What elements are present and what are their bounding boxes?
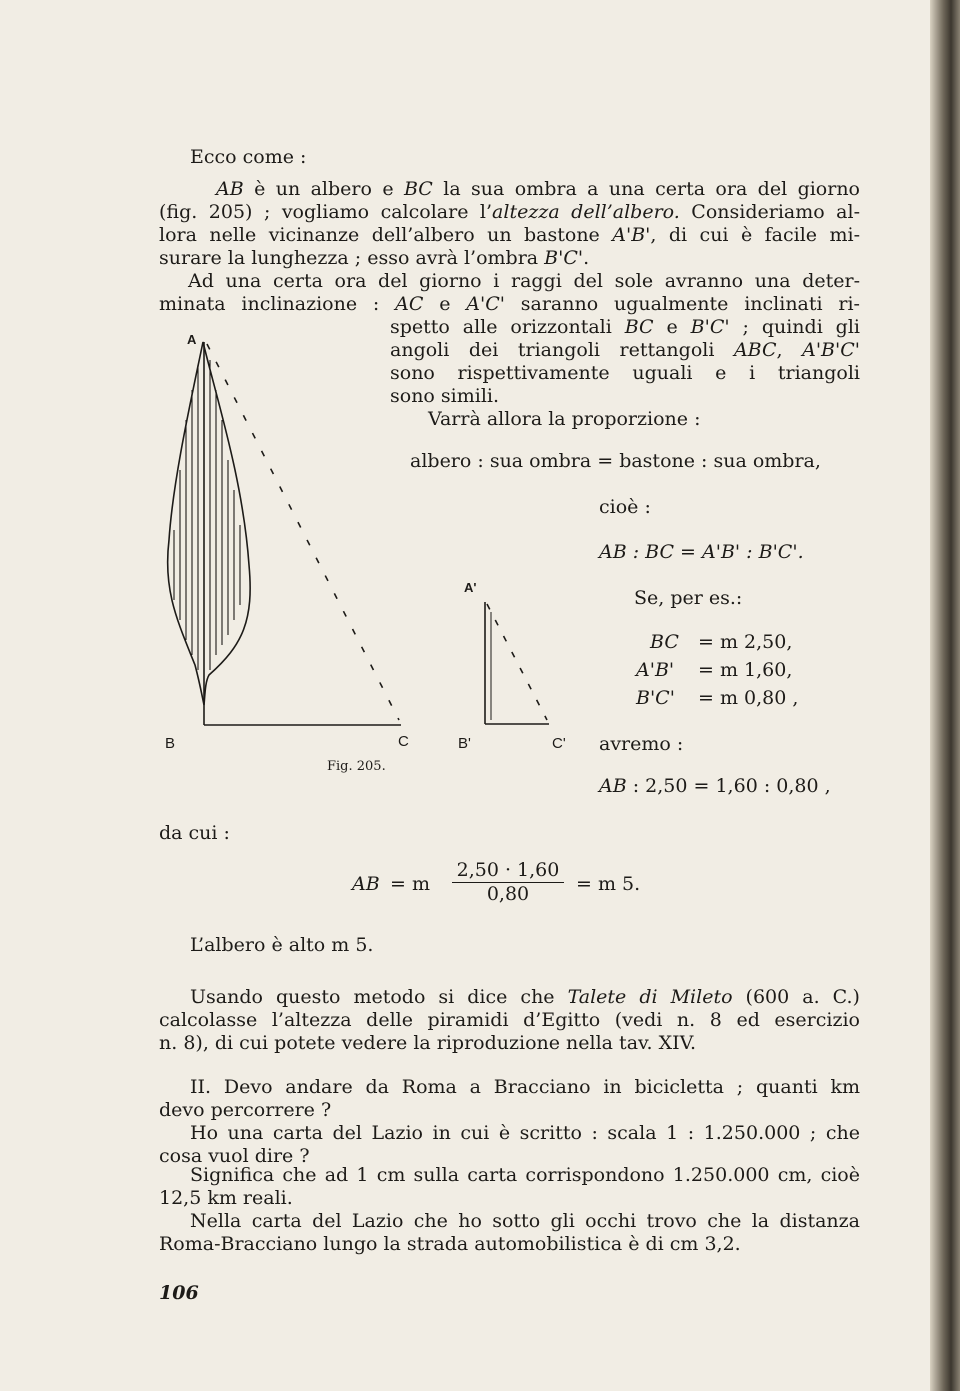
page-edge <box>930 0 960 1391</box>
equation-2-eq: = m <box>390 873 430 895</box>
value-label-a1b1: A'B' <box>636 659 675 681</box>
section-2-line-7: Nella carta del Lazio che ho sotto gli occhi trovo che la distanza <box>190 1210 860 1232</box>
section-2-line-8: Roma-Bracciano lungo la strada automobilistica è di cm 3,2. <box>159 1233 741 1255</box>
value-label-b1c1: B'C' <box>636 687 675 709</box>
fraction-numerator: 2,50 · 1,60 <box>456 859 560 881</box>
value-eq-bc: = m 2,50, <box>698 631 793 653</box>
paragraph-3-line-3: n. 8), di cui potete vedere la riproduzione nella tav. XIV. <box>159 1032 697 1054</box>
equation-2-result: = m 5. <box>576 873 641 895</box>
line-ac-ray <box>207 344 399 720</box>
fraction-denominator: 0,80 <box>452 882 564 906</box>
section-2-line-1: II. Devo andare da Roma a Bracciano in bicicletta ; quanti km <box>190 1076 860 1098</box>
label-a: A <box>187 332 197 347</box>
paragraph-1-line-4: surare la lunghezza ; esso avrà l’ombra B'C'. <box>159 247 590 269</box>
figure-caption: Fig. 205. <box>327 759 386 774</box>
label-c: C <box>398 733 409 750</box>
paragraph-2-line-4: angoli dei triangoli rettangoli ABC, A'B'C' <box>390 339 860 361</box>
line-a1c1-ray <box>487 604 547 720</box>
label-a-prime: A' <box>464 580 477 595</box>
section-2-line-5: Significa che ad 1 cm sulla carta corrispondono 1.250.000 cm, cioè <box>190 1164 860 1186</box>
label-b: B <box>165 735 176 752</box>
paragraph-2-line-2: minata inclinazione : AC e A'C' saranno ugualmente inclinati ri- <box>159 293 860 315</box>
paragraph-3-line-2: calcolasse l’altezza delle piramidi d’Egitto (vedi n. 8 ed esercizio <box>159 1009 860 1031</box>
paragraph-1-line-1: AB è un albero e BC la sua ombra a una certa ora del giorno <box>216 178 861 200</box>
section-2-line-2: devo percorrere ? <box>159 1099 332 1121</box>
paragraph-1-line-2: (fig. 205) ; vogliamo calcolare l’altezza dell’albero. Consideriamo al- <box>159 201 860 223</box>
proportion-intro: Varrà allora la proporzione : <box>428 408 701 430</box>
label-c-prime: C' <box>552 735 566 752</box>
label-b-prime: B' <box>458 735 471 752</box>
conclusion-text: L’albero è alto m 5. <box>190 934 374 956</box>
equation-2-fraction <box>452 859 564 905</box>
value-label-bc: BC <box>650 631 679 653</box>
proportion-words: albero : sua ombra = bastone : sua ombra, <box>410 450 821 472</box>
figure-205 <box>155 320 595 790</box>
da-cui-label: da cui : <box>159 822 230 844</box>
section-2-line-3: Ho una carta del Lazio in cui è scritto : scala 1 : 1.250.000 ; che <box>190 1122 860 1144</box>
value-eq-a1b1: = m 1,60, <box>698 659 793 681</box>
page-number: 106 <box>159 1282 199 1304</box>
avremo-label: avremo : <box>599 733 684 755</box>
paragraph-2-line-5: sono rispettivamente uguali e i triangoli <box>390 362 860 384</box>
cioe-label: cioè : <box>599 496 651 518</box>
example-intro: Se, per es.: <box>634 587 743 609</box>
section-2-line-6: 12,5 km reali. <box>159 1187 293 1209</box>
intro-text: Ecco come : <box>190 146 307 168</box>
paragraph-1-line-3: lora nelle vicinanze dell’albero un bastone A'B', di cui è facile mi- <box>159 224 860 246</box>
section-2-line-4: cosa vuol dire ? <box>159 1145 310 1167</box>
equation-2-lhs: AB <box>352 873 380 895</box>
paragraph-2-line-6: sono simili. <box>390 385 500 407</box>
paragraph-2-line-3: spetto alle orizzontali BC e B'C' ; quindi gli <box>390 316 860 338</box>
paragraph-3-line-1: Usando questo metodo si dice che Talete di Mileto (600 a. C.) <box>190 986 860 1008</box>
proportion-symbols: AB : BC = A'B' : B'C'. <box>599 541 804 563</box>
value-eq-b1c1: = m 0,80 , <box>698 687 799 709</box>
equation-1: AB : 2,50 = 1,60 : 0,80 , <box>599 775 831 797</box>
paragraph-2-line-1: Ad una certa ora del giorno i raggi del sole avranno una deter- <box>188 270 860 292</box>
